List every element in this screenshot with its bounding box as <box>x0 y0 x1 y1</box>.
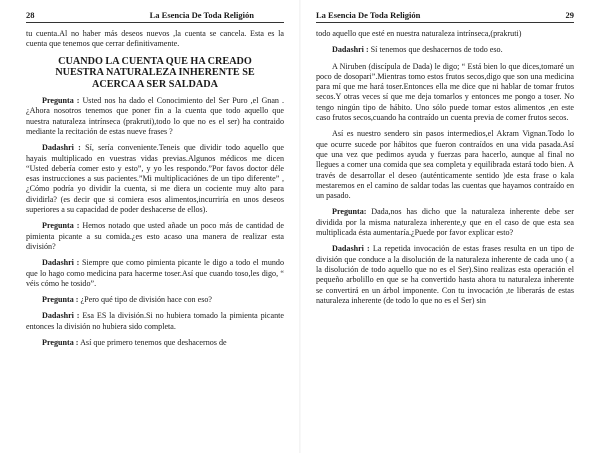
right-page-body <box>316 29 574 306</box>
speaker-label: Pregunta : <box>42 338 79 348</box>
right-page-header <box>316 10 574 23</box>
paragraph-text: Sí tenemos que deshacernos de todo eso. <box>368 45 503 55</box>
running-title: La Esencia De Toda Religión <box>316 10 421 20</box>
paragraph <box>26 338 284 348</box>
paragraph-intro: tu cuenta.Al no haber más deseos nuevos ,la cuenta se cancela. Esta es la cuenta que tenemos que cerrar definitivamente. <box>26 29 284 49</box>
paragraph-text: Usted nos ha dado el Conocimiento del Ser Puro ,el Gnan .¿Ahora nosotros tenemos que poner fin a la cuenta que todo aquello que nuestra naturaleza intrínseca (prakruti),todo lo que no es el ser) ha contraido mediante la recitación de estas nueve frases ? <box>26 96 284 136</box>
left-page-header <box>26 10 284 23</box>
page-number: 28 <box>26 10 35 20</box>
page-number: 29 <box>565 10 574 20</box>
running-title: La Esencia De Toda Religión <box>149 10 254 20</box>
paragraph <box>316 207 574 238</box>
speaker-label: Dadashri : <box>42 143 81 153</box>
paragraph <box>26 295 284 305</box>
speaker-label: Pregunta: <box>332 207 367 217</box>
paragraph-text: Así que primero tenemos que deshacernos de <box>78 338 227 348</box>
paragraph-intro: todo aquello que esté en nuestra naturaleza intrínseca,(prakruti) <box>316 29 522 38</box>
speaker-label: Dadashri : <box>332 244 370 254</box>
paragraph-text: ¿Pero qué tipo de división hace con eso? <box>78 295 213 305</box>
speaker-label: Pregunta : <box>42 295 79 305</box>
speaker-label: Dadashri : <box>42 311 80 321</box>
speaker-label: Pregunta : <box>42 221 80 231</box>
paragraph-text: Siempre que como pimienta picante le digo a todo el mundo que lo hago como medicina para hacerme toser.Así que cuando toso,les digo, “ véis cómo he tosido”. <box>26 258 285 288</box>
section-heading: CUANDO LA CUENTA QUE HA CREADO NUESTRA NATURALEZA INHERENTE SE ACERCA A SER SALDADA <box>55 55 255 90</box>
paragraph <box>26 258 284 289</box>
paragraph-text: Hemos notado que usted añade un poco más de cantidad de pimienta picante a su comida.¿es esto acaso una manera de realizar esta división? <box>26 221 284 251</box>
paragraph <box>26 143 284 215</box>
paragraph <box>316 62 574 124</box>
paragraph-text: Sí, sería conveniente.Teneis que dividir todo aquello que hayais multiplicado en vuestras vidas previas.Algunos médicos me dicen “Usted debería comer esto y esto”, y yo les respondo.”Por favos doctor déle esas instrucciones a sus pacientes.”Mi multiplicaciónes de un tipo diferente” ,¿Cómo podría yo dividir la cuenta, si me diera un cociente muy alto para dividirla? (es decir que si comiera esos alimentos,incurriría en unos deseos superiores a su capacidad de poder deshacerse de ellos). <box>26 143 284 215</box>
paragraph <box>316 129 574 201</box>
speaker-label: Pregunta : <box>42 96 80 106</box>
paragraph <box>316 45 574 55</box>
paragraph <box>26 96 284 137</box>
left-page-body <box>26 29 284 348</box>
paragraph-text: Así es nuestro sendero sin pasos intermedios,el Akram Vignan.Todo lo que ocurre sucede por hábitos que fueron contraídos en una vida pasada.Así que una vez que pedimos ayuda y fuerzas para hacerlo, aunque al final no llegues a comer una comida que sea completa y equilibrada estará todo bien. A través de desarrollar el deseo (auténticamente sentido )de esta frase o kala mestaremos en el camino de saldar todas las cuentas que hayamos contraído en un pasado. <box>316 129 574 201</box>
speaker-label: Dadashri : <box>42 258 80 268</box>
paragraph <box>316 244 574 306</box>
paragraph <box>26 221 284 252</box>
paragraph-text: Dada,nos has dicho que la naturaleza inherente debe ser dividida por la misma naturaleza inherente,y que en el caso de que esta sea multiplicada ésta aumentaría.¿Puede por favor explicar esto? <box>316 207 574 238</box>
paragraph-text: La repetida invocación de estas frases resulta en un tipo de división que conduce a la disolución de la naturaleza inherente de cada uno ( a la disolución de todo aquello que no es el Ser).Sino realizas esta operación el pequeño arbolillo en que se ha convertido hasta ahora tu naturaleza inherente se convertirá en un árbol imponente. Con tu invocación ,te liberarás de estas naturaleza inherente (de todo lo que no es el Ser) sin <box>316 244 575 305</box>
paragraph-text: A Niruben (discípula de Dada) le digo; “ Está bien lo que dices,tomaré un poco de dosopari”.Mientras tomo estos frutos secos,digo que son una medicina para mí que me hará toser.Entonces ella me dice que ni hablar de tomar frutos secos.Y otras veces sí que me deja tomarlos y entonces me pongo a toser. No tengo ningún tipo de hábito. Uno sólo puede tomar estos alimentos ,en este caso frutos secos,cuando ha contraído un cuenta previa de comer frutos secos. <box>316 61 574 123</box>
right-page <box>300 0 600 453</box>
paragraph-text: Esa ES la división.Si no hubiera tomado la pimienta picante entonces la división no hubiera sido completa. <box>26 311 284 331</box>
paragraph <box>26 311 284 332</box>
speaker-label: Dadashri : <box>332 45 369 55</box>
